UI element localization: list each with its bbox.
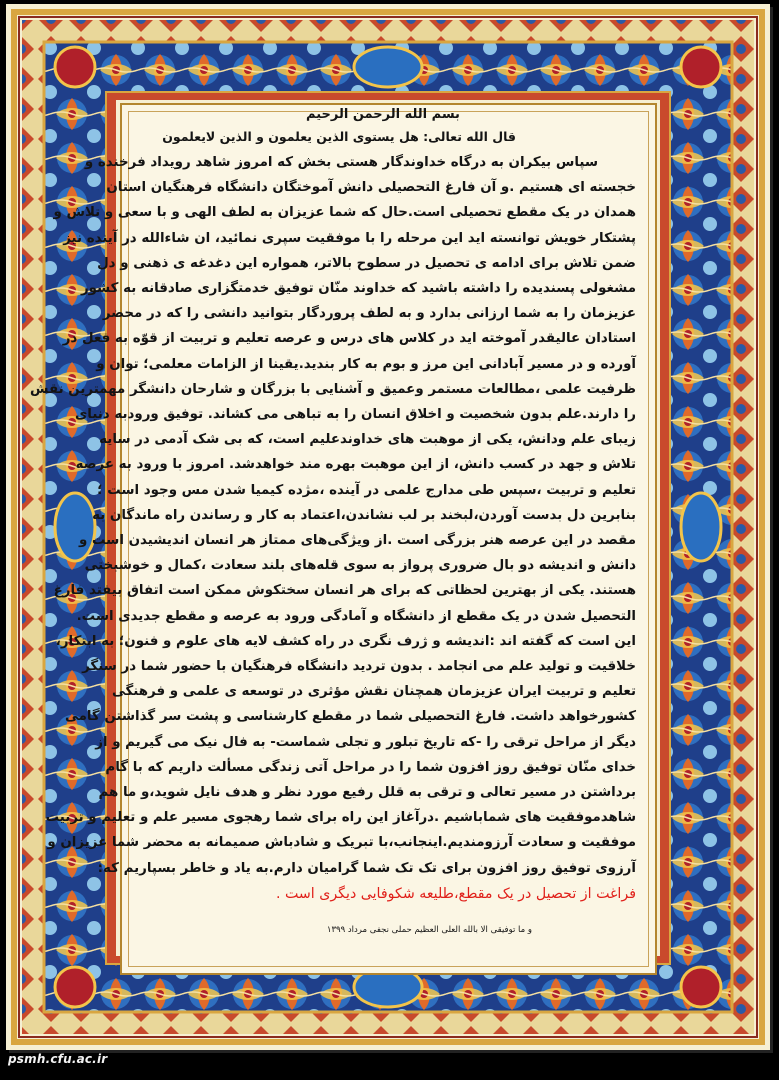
body-line: این است که گفته اند :اندیشه و ژرف نگری در راه کشف لایه های علوم و فنون؛ به ابتکار، <box>55 633 636 649</box>
body-line: شاهدموفقیت های شماباشیم .درآغاز این راه برای شما رهجوی مسیر علم و تعلیم و تربیت <box>45 810 636 826</box>
body-line: کشورخواهد داشت. فارغ التحصیلی شما در مقطع کارشناسی و پشت سر گذاشتن گامی <box>65 709 636 725</box>
body-line: زیبای علم ودانش، یکی از موهبت های خداوندعلیم است، که بی شک آدمی در سایه <box>99 432 636 448</box>
body-line: خلاقیت و تولید علم می انجامد . بدون تردید دانشگاه فرهنگیان با حضور شما در سنگر <box>82 659 636 675</box>
body-line: دانش و اندیشه دو بال ضروری پرواز به سوی قله‌های بلند سعادت ،کمال و خوشبختی <box>84 558 636 574</box>
body-line: تعلیم و تربیت ایران عزیزمان همچنان نقش مؤثری در توسعه ی علمی و فرهنگی <box>111 684 636 700</box>
body-line: مقصد در این عرصه هنر بزرگی است .از ویژگی‌های ممتاز هر انسان اندیشیدن است و <box>79 533 636 549</box>
letter-text <box>30 104 636 964</box>
highlight-sentence: فراغت از تحصیل در یک مقطع،طلیعه شکوفایی دیگری است . <box>275 885 636 902</box>
bismillah-heading: بسم الله الرحمن الرحیم <box>306 107 460 122</box>
body-line: آورده و در مسیر آبادانی این مرز و بوم به کار بندید.یقینا از الزامات معلمی؛ توان و <box>96 356 636 372</box>
body-line: همدان در یک مقطع تحصیلی است.حال که شما عزیزان به لطف الهی و با سعی و تلاش و <box>53 205 636 221</box>
body-line: تعلیم و تربیت ،سپس طی مدارج علمی در آینده ،مژده کیمیا شدن مس وجود است ؛ <box>97 482 636 498</box>
body-line: مشغولی پسندیده را داشته باشید که خداوند منّان توفیق خدمتگزاری صادقانه به کشور <box>80 281 636 297</box>
body-line: سپاس بیکران به درگاه خداوندگار هستی بخش که امروز شاهد رویداد فرخنده و <box>84 155 598 170</box>
body-line: خدای منّان توفیق روز افزون شما را در مراحل آتی زندگی مسألت داریم که با گام <box>105 759 636 775</box>
quran-quote: قال الله تعالی: هل یستوی الذین یعلمون و الذین لایعلمون <box>162 129 516 144</box>
body-line: عزیزمان را به شما ارزانی بدارد و به لطف پروردگار بتوانید دانشی را که در محضر <box>102 306 636 322</box>
body-line: ظرفیت علمی ،مطالعات مستمر وعمیق و آشنایی با بزرگان و شارحان دانشگر مهمترین نقش <box>30 381 636 397</box>
body-line: التحصیل شدن در یک مقطع از دانشگاه و آمادگی ورود به عرصه و مقطع جدیدی است. <box>76 608 636 624</box>
signature-line: و ما توفیقی الا بالله العلی العظیم حملی نجفی مرداد ۱۳۹۹ <box>326 924 532 935</box>
body-line: تلاش و جهد در کسب دانش، از این موهبت بهره مند خواهدشد. امروز با ورود به عرصه <box>75 457 636 473</box>
body-line: ضمن تلاش برای ادامه ی تحصیل در سطوح بالاتر، همواره این دغدغه ی ذهنی و دل <box>97 255 636 271</box>
body-line: برداشتن در مسیر تعالی و ترقی به قلل رفیع مورد نظر و هدف نایل شوید،و ما هم <box>98 785 636 801</box>
letter-body <box>30 150 636 881</box>
body-line: بنابرین دل بدست آوردن،لبخند بر لب نشاندن،اعتماد به کار و رساندن راه ماندگان به <box>92 507 636 523</box>
body-line: پشتکار خویش توانسته اید این مرحله را با موفقیت سپری نمائید، ان شاءالله در آینده نیز <box>63 230 636 246</box>
body-line: آرزوی توفیق روز افزون برای تک تک شما گرامیان دارم.به یاد و خاطر بسپاریم که: <box>97 860 636 876</box>
site-watermark: psmh.cfu.ac.ir <box>8 1052 108 1066</box>
body-line: خجسته ای هستیم .و آن فارغ التحصیلی دانش آموختگان دانشگاه فرهنگیان استان <box>106 180 636 196</box>
body-line: استادان عالیقدر آموخته اید در کلاس های درس و عرصه تعلیم و تربیت از قوّه به فعل در <box>62 331 636 347</box>
body-line: را دارند.علم بدون شخصیت و اخلاق انسان را به تباهی می کشاند. توفیق ورودبه دنیای <box>75 407 636 423</box>
body-line: هستند. یکی از بهترین لحظاتی که برای هر انسان سختکوش ممکن است اتفاق بیفتد فارغ <box>53 583 636 599</box>
body-line: موفقیت و سعادت آرزومندیم.اینجانب،با تبریک و شادباش صمیمانه به محضر شما عزیزان و <box>47 835 636 851</box>
body-line: دیگر از مراحل ترقی را -که تاریخ تبلور و تجلی شماست- به فال نیک می گیریم و از <box>95 734 636 750</box>
